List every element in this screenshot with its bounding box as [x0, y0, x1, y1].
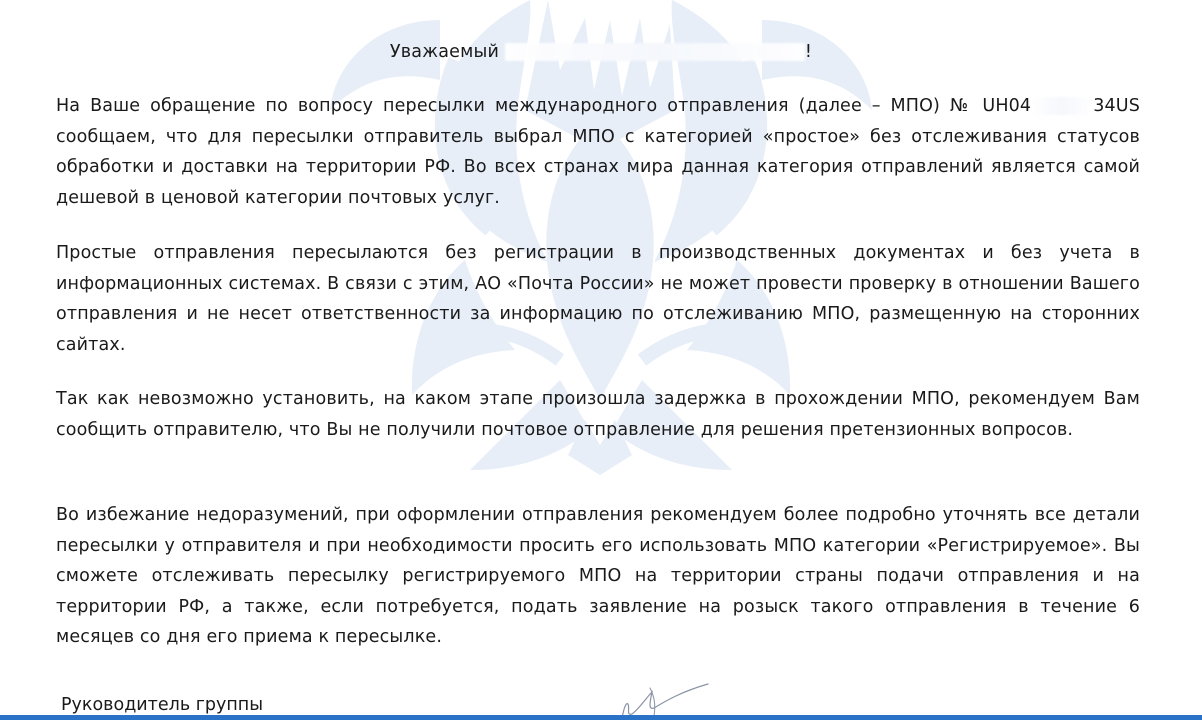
- bottom-accent-bar: [0, 715, 1202, 720]
- greeting-prefix: Уважаемый: [389, 42, 505, 62]
- redacted-recipient-name: [505, 43, 805, 61]
- paragraph-registered-category-advice: Во избежание недоразумений, при оформлении отправления рекомендуем более подробно уточнять все детали пересылки у отправителя и при необходимости просить его использовать МПО категории «Регистрируемое». Вы сможете отслеживать пересылку регистрируемого МПО на территории страны подачи отправления и на территории РФ, а также, если потребуется, подать заявление на розыск такого отправления в течение 6 месяцев со дня его приема к пересылке.: [56, 505, 1140, 647]
- paragraph-no-registration: Простые отправления пересылаются без регистрации в производственных документах и без учета в информационных системах. В связи с этим, АО «Почта России» не может провести проверку в отношении Вашего отправления и не несет ответственности за информацию по отслеживанию МПО, размещенную на сторонних сайтах.: [56, 243, 1140, 355]
- paragraph-recommend-contact-sender: Так как невозможно установить, на каком этапе произошла задержка в прохождении МПО, рекомендуем Вам сообщить отправителю, что Вы не получили почтовое отправление для решения претензионных вопросов.: [56, 389, 1140, 440]
- paragraph1-rest: сообщаем, что для пересылки отправитель выбрал МПО с категорией «простое» без отслеживания статусов обработки и доставки на территории РФ. Во всех странах мира данная категория отправлений является самой дешевой в ценовой категории почтовых услуг.: [56, 126, 1140, 208]
- tracking-number-prefix: UH04: [982, 96, 1032, 116]
- greeting-line: [0, 40, 1202, 64]
- handwritten-signature-icon: [610, 678, 720, 720]
- paragraph1-intro: На Ваше обращение по вопросу пересылки международного отправления (далее – МПО) №: [56, 96, 983, 116]
- paragraph-simple-category: [56, 91, 1140, 213]
- tracking-number-suffix: 34US: [1093, 96, 1140, 116]
- greeting-suffix: !: [804, 42, 813, 62]
- signature-title: Руководитель группы: [61, 695, 264, 715]
- redacted-tracking-number: [1031, 97, 1093, 115]
